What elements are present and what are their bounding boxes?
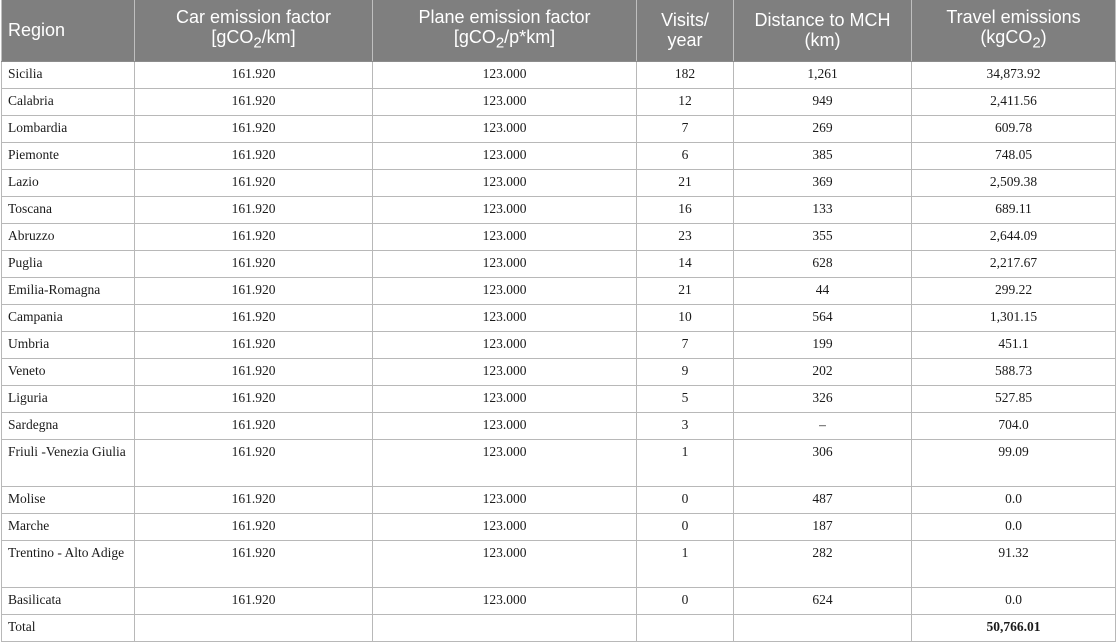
cell-travel-emissions: 527.85: [912, 385, 1116, 412]
cell-distance: 202: [734, 358, 912, 385]
cell-travel-emissions: 34,873.92: [912, 61, 1116, 88]
cell-car-emission-factor: 161.920: [135, 88, 373, 115]
table-row: [2, 115, 1116, 142]
cell-distance: 369: [734, 169, 912, 196]
cell-plane-emission-factor: 123.000: [373, 486, 637, 513]
cell-plane-emission-factor: 123.000: [373, 223, 637, 250]
cell-visits: 1: [637, 540, 734, 587]
cell-car-emission-factor: 161.920: [135, 169, 373, 196]
table-header-row: [2, 0, 1116, 61]
cell-plane-emission-factor: 123.000: [373, 540, 637, 587]
cell-car-emission-factor: 161.920: [135, 385, 373, 412]
table-row: [2, 486, 1116, 513]
cell-region: Marche: [2, 513, 135, 540]
cell-travel-emissions: 91.32: [912, 540, 1116, 587]
cell-plane-emission-factor: 123.000: [373, 385, 637, 412]
cell-plane-emission-factor: 123.000: [373, 115, 637, 142]
cell-travel-emissions: 0.0: [912, 587, 1116, 614]
cell-car-emission-factor: 161.920: [135, 61, 373, 88]
cell-distance: 306: [734, 439, 912, 486]
cell-region: Sicilia: [2, 61, 135, 88]
cell-visits: 182: [637, 61, 734, 88]
cell-travel-emissions: 99.09: [912, 439, 1116, 486]
cell-visits: 6: [637, 142, 734, 169]
cell-car-emission-factor: 161.920: [135, 304, 373, 331]
cell-region: Lombardia: [2, 115, 135, 142]
cell-plane-emission-factor: 123.000: [373, 439, 637, 486]
total-cell-empty: [373, 614, 637, 641]
cell-visits: 21: [637, 277, 734, 304]
table-row: [2, 277, 1116, 304]
cell-region: Puglia: [2, 250, 135, 277]
cell-visits: 21: [637, 169, 734, 196]
header-region: Region: [2, 0, 135, 61]
cell-visits: 23: [637, 223, 734, 250]
cell-visits: 9: [637, 358, 734, 385]
cell-visits: 16: [637, 196, 734, 223]
cell-car-emission-factor: 161.920: [135, 223, 373, 250]
cell-visits: 7: [637, 115, 734, 142]
total-emissions: 50,766.01: [912, 614, 1116, 641]
cell-distance: 326: [734, 385, 912, 412]
cell-plane-emission-factor: 123.000: [373, 142, 637, 169]
cell-plane-emission-factor: 123.000: [373, 412, 637, 439]
cell-visits: 0: [637, 486, 734, 513]
table-row: [2, 412, 1116, 439]
table-row: [2, 513, 1116, 540]
cell-plane-emission-factor: 123.000: [373, 196, 637, 223]
cell-region: Liguria: [2, 385, 135, 412]
cell-visits: 3: [637, 412, 734, 439]
cell-travel-emissions: 704.0: [912, 412, 1116, 439]
cell-region: Umbria: [2, 331, 135, 358]
cell-travel-emissions: 609.78: [912, 115, 1116, 142]
cell-plane-emission-factor: 123.000: [373, 513, 637, 540]
cell-region: Lazio: [2, 169, 135, 196]
total-row: [2, 614, 1116, 641]
header-visits-per-year: Visits/ year: [637, 0, 734, 61]
table-row: [2, 223, 1116, 250]
cell-region: Basilicata: [2, 587, 135, 614]
cell-travel-emissions: 299.22: [912, 277, 1116, 304]
cell-visits: 0: [637, 587, 734, 614]
header-distance-to-mch: Distance to MCH (km): [734, 0, 912, 61]
total-cell-empty: [637, 614, 734, 641]
cell-plane-emission-factor: 123.000: [373, 587, 637, 614]
cell-visits: 7: [637, 331, 734, 358]
cell-visits: 10: [637, 304, 734, 331]
table-row: [2, 250, 1116, 277]
cell-travel-emissions: 588.73: [912, 358, 1116, 385]
cell-region: Trentino - Alto Adige: [2, 540, 135, 587]
cell-car-emission-factor: 161.920: [135, 358, 373, 385]
cell-car-emission-factor: 161.920: [135, 277, 373, 304]
table-row: [2, 540, 1116, 587]
cell-visits: 1: [637, 439, 734, 486]
cell-distance: 487: [734, 486, 912, 513]
cell-car-emission-factor: 161.920: [135, 513, 373, 540]
cell-distance: 269: [734, 115, 912, 142]
cell-region: Piemonte: [2, 142, 135, 169]
total-label: Total: [2, 614, 135, 641]
table-row: [2, 304, 1116, 331]
cell-plane-emission-factor: 123.000: [373, 358, 637, 385]
cell-distance: 624: [734, 587, 912, 614]
table-row: [2, 169, 1116, 196]
cell-distance: 355: [734, 223, 912, 250]
cell-region: Molise: [2, 486, 135, 513]
cell-region: Emilia-Romagna: [2, 277, 135, 304]
cell-plane-emission-factor: 123.000: [373, 169, 637, 196]
header-car-emission-factor: Car emission factor [gCO$_2$/km]: [135, 0, 373, 61]
table-row: [2, 358, 1116, 385]
cell-travel-emissions: 451.1: [912, 331, 1116, 358]
cell-region: Abruzzo: [2, 223, 135, 250]
cell-region: Calabria: [2, 88, 135, 115]
cell-car-emission-factor: 161.920: [135, 540, 373, 587]
cell-plane-emission-factor: 123.000: [373, 277, 637, 304]
cell-travel-emissions: 1,301.15: [912, 304, 1116, 331]
table-row: [2, 331, 1116, 358]
cell-visits: 14: [637, 250, 734, 277]
cell-plane-emission-factor: 123.000: [373, 61, 637, 88]
cell-plane-emission-factor: 123.000: [373, 304, 637, 331]
cell-travel-emissions: 0.0: [912, 513, 1116, 540]
cell-distance: 385: [734, 142, 912, 169]
cell-visits: 0: [637, 513, 734, 540]
cell-travel-emissions: 0.0: [912, 486, 1116, 513]
cell-car-emission-factor: 161.920: [135, 412, 373, 439]
cell-distance: 133: [734, 196, 912, 223]
header-plane-emission-factor: Plane emission factor [gCO$_2$/p*km]: [373, 0, 637, 61]
table-row: [2, 385, 1116, 412]
cell-region: Veneto: [2, 358, 135, 385]
cell-plane-emission-factor: 123.000: [373, 331, 637, 358]
cell-plane-emission-factor: 123.000: [373, 88, 637, 115]
cell-distance: 1,261: [734, 61, 912, 88]
header-travel-emissions: Travel emissions (kgCO$_2$): [912, 0, 1116, 61]
cell-car-emission-factor: 161.920: [135, 115, 373, 142]
cell-travel-emissions: 2,644.09: [912, 223, 1116, 250]
cell-plane-emission-factor: 123.000: [373, 250, 637, 277]
cell-region: Toscana: [2, 196, 135, 223]
cell-distance: 44: [734, 277, 912, 304]
emissions-table: [1, 0, 1116, 642]
table-row: [2, 142, 1116, 169]
cell-car-emission-factor: 161.920: [135, 587, 373, 614]
total-cell-empty: [135, 614, 373, 641]
cell-distance: 949: [734, 88, 912, 115]
cell-travel-emissions: 2,509.38: [912, 169, 1116, 196]
cell-distance: 628: [734, 250, 912, 277]
cell-distance: –: [734, 412, 912, 439]
cell-travel-emissions: 748.05: [912, 142, 1116, 169]
cell-travel-emissions: 2,411.56: [912, 88, 1116, 115]
cell-distance: 564: [734, 304, 912, 331]
cell-region: Campania: [2, 304, 135, 331]
table-row: [2, 61, 1116, 88]
table-body: [2, 61, 1116, 641]
cell-visits: 5: [637, 385, 734, 412]
cell-car-emission-factor: 161.920: [135, 142, 373, 169]
cell-car-emission-factor: 161.920: [135, 486, 373, 513]
cell-car-emission-factor: 161.920: [135, 331, 373, 358]
cell-visits: 12: [637, 88, 734, 115]
cell-region: Sardegna: [2, 412, 135, 439]
table-row: [2, 88, 1116, 115]
cell-distance: 187: [734, 513, 912, 540]
cell-travel-emissions: 2,217.67: [912, 250, 1116, 277]
cell-region: Friuli -Venezia Giulia: [2, 439, 135, 486]
cell-travel-emissions: 689.11: [912, 196, 1116, 223]
cell-distance: 282: [734, 540, 912, 587]
total-cell-empty: [734, 614, 912, 641]
table-row: [2, 439, 1116, 486]
cell-car-emission-factor: 161.920: [135, 196, 373, 223]
table-row: [2, 196, 1116, 223]
cell-car-emission-factor: 161.920: [135, 250, 373, 277]
cell-car-emission-factor: 161.920: [135, 439, 373, 486]
cell-distance: 199: [734, 331, 912, 358]
